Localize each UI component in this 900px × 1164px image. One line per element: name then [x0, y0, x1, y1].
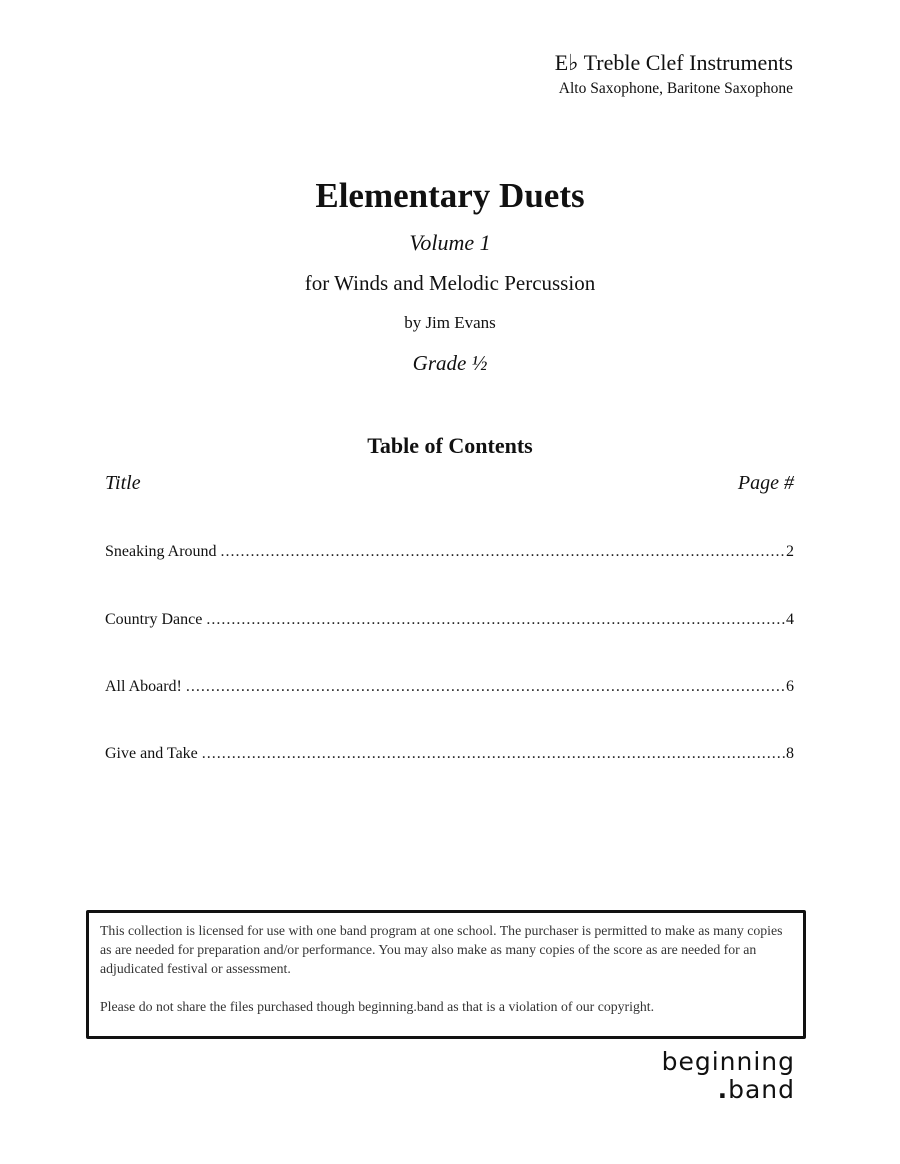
- copyright-notice: Please do not share the files purchased though beginning.band as that is a violation of our copyright.: [100, 999, 655, 1014]
- beginning-band-logo: [662, 1048, 795, 1104]
- toc-column-title: Title: [105, 472, 141, 494]
- toc-dot-leader: [202, 745, 785, 763]
- logo-line-beginning: beginning: [661, 1047, 795, 1076]
- toc-column-page: Page #: [737, 472, 794, 494]
- toc-entry-title: Country Dance: [105, 611, 203, 628]
- volume-label: Volume 1: [409, 230, 491, 255]
- logo-band-word: band: [728, 1075, 795, 1104]
- toc-entry-title: Sneaking Around: [105, 543, 217, 560]
- toc-entry-country-dance[interactable]: [105, 611, 794, 629]
- toc-entry-page: 2: [786, 543, 794, 560]
- instruments-heading: E♭ Treble Clef Instruments: [554, 50, 793, 75]
- book-title: Elementary Duets: [315, 176, 585, 215]
- license-terms: This collection is licensed for use with one band program at one school. The purchaser is permitted to make as many copies as are needed for preparation and/or performance. You may also make as many copies of the score as are needed for an adjudicated festival or assessment.: [100, 923, 783, 976]
- author-credit: by Jim Evans: [404, 313, 496, 332]
- toc-dot-leader: [186, 678, 785, 696]
- logo-line-band: [662, 1076, 795, 1104]
- toc-entry-title: Give and Take: [105, 745, 198, 762]
- toc-dot-leader: [221, 543, 785, 561]
- toc-entry-page: 8: [786, 745, 794, 762]
- book-subtitle: for Winds and Melodic Percussion: [304, 271, 596, 295]
- logo-dot: .: [717, 1075, 729, 1104]
- toc-entry-page: 4: [786, 611, 794, 628]
- grade-label: Grade ½: [412, 351, 488, 375]
- toc-dot-leader: [206, 611, 785, 629]
- toc-entry-all-aboard[interactable]: [105, 678, 794, 696]
- toc-entry-sneaking-around[interactable]: [105, 543, 794, 561]
- instruments-list: Alto Saxophone, Baritone Saxophone: [558, 80, 793, 97]
- license-notice: [86, 910, 806, 1039]
- toc-entry-give-and-take[interactable]: [105, 745, 794, 763]
- toc-entry-title: All Aboard!: [105, 678, 182, 695]
- toc-heading: Table of Contents: [367, 433, 533, 458]
- toc-entry-page: 6: [786, 678, 794, 695]
